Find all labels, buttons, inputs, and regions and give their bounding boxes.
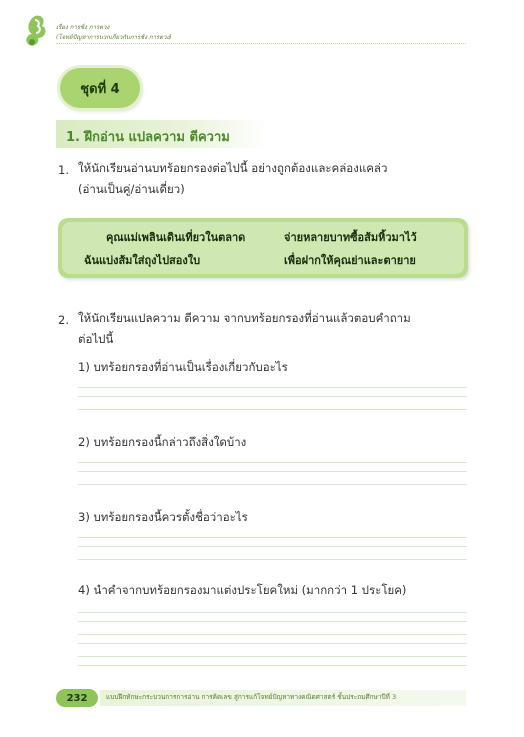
question1-text [78,158,387,200]
sub-question-2: 2) บทร้อยกรองนี้กล่าวถึงสิ่งใดบ้าง [78,435,247,449]
question2-line2: ต่อไปนี้ [78,332,114,346]
answer-line[interactable] [78,559,467,560]
answer-line[interactable] [78,484,467,485]
header-topic: เรื่อง การชั่ง การตวง [56,24,110,31]
answer-line[interactable] [78,621,467,622]
set-badge: ชุดที่ 4 [60,68,140,108]
bookmark-leaf-icon [22,12,48,50]
answer-line[interactable] [78,537,467,538]
poem-line2-left: ฉันแบ่งส้มใส่ถุงไปสองใบ [84,254,201,267]
answer-line[interactable] [78,471,467,472]
question1-line2: (อ่านเป็นคู่/อ่านเดี่ยว) [78,182,185,196]
poem-line2-right: เพื่อฝากให้คุณย่าและตายาย [284,254,416,267]
page-number: 232 [56,689,98,707]
question2-text [78,308,411,350]
section-title: 1. ฝึกอ่าน แปลความ ตีความ [66,130,230,145]
answer-line[interactable] [78,612,467,613]
answer-line[interactable] [78,656,467,657]
answer-line[interactable] [78,665,467,666]
poem-line1-left: คุณแม่เพลินเดินเที่ยวในตลาด [106,231,246,244]
answer-line[interactable] [78,634,467,635]
answer-line[interactable] [78,387,467,388]
question2-line1: ให้นักเรียนแปลความ ตีความ จากบทร้อยกรองที่อ่านแล้วตอบคำถาม [78,311,411,325]
answer-line[interactable] [78,546,467,547]
answer-line[interactable] [78,643,467,644]
answer-line[interactable] [78,396,467,397]
answer-line[interactable] [78,462,467,463]
sub-question-3: 3) บทร้อยกรองนี้ควรตั้งชื่อว่าอะไร [78,510,248,524]
question1-number: 1. [58,163,69,177]
sub-question-1: 1) บทร้อยกรองที่อ่านเป็นเรื่องเกี่ยวกับอะไร [78,360,288,374]
poem-line1-right: จ่ายหลายบาทซื้อส้มหิ้วมาไว้ [284,231,417,244]
footer-book-title: แบบฝึกทักษะกระบวนการการอ่าน การคิดเลข สู่การแก้โจทย์ปัญหาทางคณิตศาสตร์ ชั้นประถมศึกษาปีที่ 3 [106,693,397,701]
answer-line[interactable] [78,409,467,410]
header-divider [56,43,466,44]
question2-number: 2. [58,313,69,327]
sub-question-4: 4) นำคำจากบทร้อยกรองมาแต่งประโยคใหม่ (มากกว่า 1 ประโยค) [78,583,407,597]
question1-line1: ให้นักเรียนอ่านบทร้อยกรองต่อไปนี้ อย่างถูกต้องและคล่องแคล่ว [78,161,388,175]
header-subtopic: (โจทย์ปัญหาการบวกเกี่ยวกับการชั่ง การตวง) [56,34,172,41]
